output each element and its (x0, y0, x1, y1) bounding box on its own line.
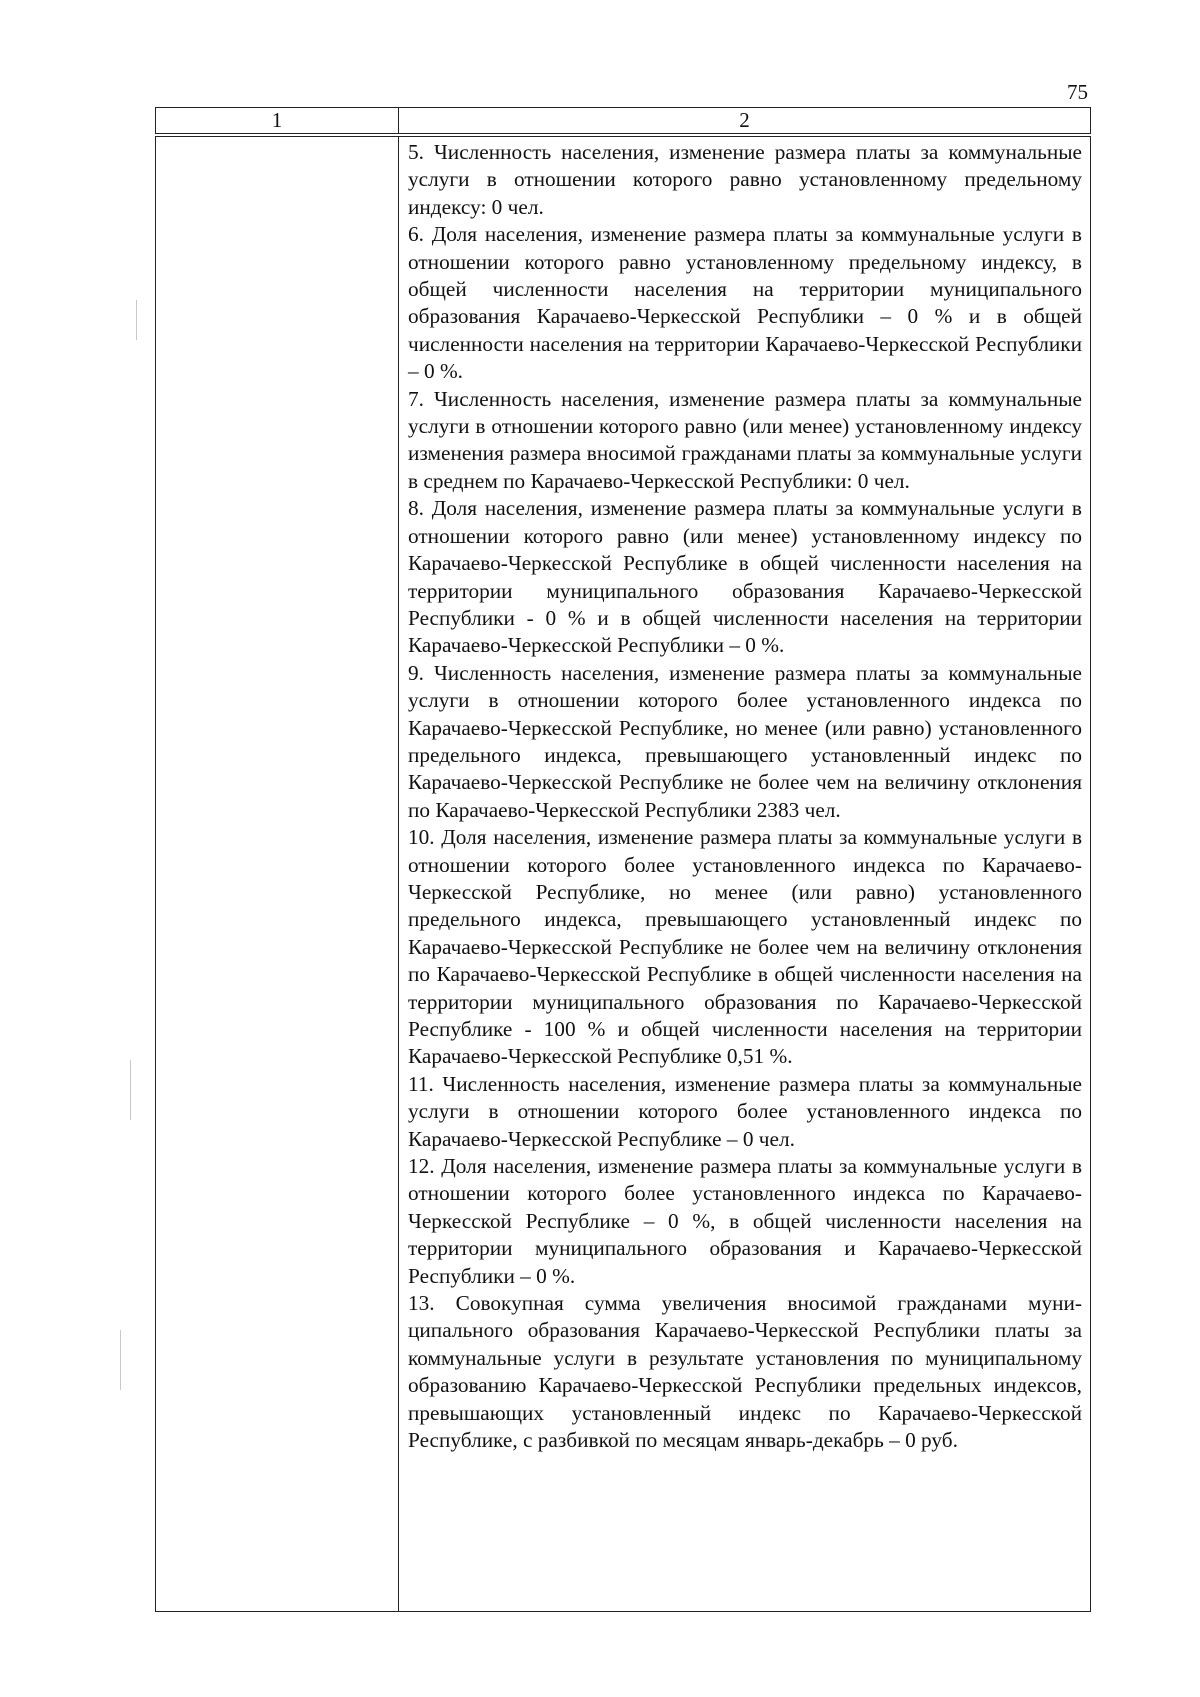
paragraph-8: 8. Доля населения, изменение размера платы за коммунальные услуги в отношении которого равно (или менее) установленному индексу по Карачаево-Черкесской Республике в общей численности населения на территории муниципального образования Карачаево-Черкесской Республики - 0 % и в общей численности населения на территории Карачаево-Черкесской Республики – 0 %. (408, 496, 1082, 658)
paragraph-11: 11. Численность населения, изменение размера платы за коммунальные услуги в отношении которого более установленного индекса по Карачаево-Черкесской Республике – 0 чел. (408, 1071, 1082, 1151)
page-number: 75 (1067, 80, 1088, 104)
column-header-1: 1 (156, 108, 399, 136)
paragraph-12: 12. Доля населения, изменение размера платы за коммунальные услуги в отношении которого более установленного индекса по Карачаево-Черкесской Республике – 0 %, в общей численности населения на территории муниципального образования и Карачаево-Черкесской Республики – 0 %. (408, 1154, 1082, 1288)
column-2-cell (399, 135, 1091, 1612)
paragraph-10: 10. Доля населения, изменение размера платы за коммунальные услуги в отношении которого более установленного индекса по Карачаево-Черкесской Республике, но менее (или равно) установленного предельного индекса, превышающего установленный индекс по Карачаево-Черкесской Республике не более чем на величину отклонения по Карачаево-Черкесской Республике в общей численности населения на территории муниципального образования по Карачаево-Черкесской Республике - 100 % и общей численности населения на территории Карачаево-Черкесской Республике 0,51 %. (408, 825, 1082, 1069)
document-table (155, 107, 1091, 1612)
paragraph-9: 9. Численность населения, изменение размера платы за коммунальные услуги в отношении которого более установленного индекса по Карачаево-Черкесской Республике, но менее (или равно) установленного предельного индекса, превышающего установленный индекс по Карачаево-Черкесской Республике не более чем на величину отклонения по Карачаево-Черкесской Республики 2383 чел. (408, 660, 1082, 822)
paragraph-5: 5. Численность населения, изменение размера платы за коммунальные услуги в отношении которого равно установленному предельному индексу: 0 чел. (408, 140, 1082, 219)
paragraph-7: 7. Численность населения, изменение размера платы за коммунальные услуги в отношении которого равно (или менее) установленному индексу изменения размера вносимой гражданами платы за коммунальные услуги в среднем по Карачаево-Черкесской Республики: 0 чел. (408, 386, 1082, 493)
column-1-cell (156, 135, 399, 1612)
table-header-row (156, 108, 1091, 136)
paragraph-13: 13. Совокупная сумма увеличения вносимой гражданами муниципального образования Карачаево-Черкесской Республики платы за коммунальные услуги в результате установления по муниципальному образованию Карачаево-Черкесской Республики предельных индексов, превышающих установленный индекс по Карачаево-Черкесской Республике, с разбивкой по месяцам январь-декабрь – 0 руб. (408, 1291, 1082, 1453)
scan-margin-mark (136, 300, 137, 340)
scan-margin-mark (120, 1330, 121, 1390)
column-header-2: 2 (399, 108, 1091, 136)
table-row (156, 135, 1091, 1612)
paragraph-6: 6. Доля населения, изменение размера платы за коммунальные услуги в отношении которого равно установленному предельному индексу, в общей численности населения на территории муниципального образования Карачаево-Черкесской Республики – 0 % и в общей численности населения на территории Карачаево-Черкесской Республики – 0 %. (408, 222, 1082, 384)
scan-margin-mark (130, 1060, 131, 1120)
